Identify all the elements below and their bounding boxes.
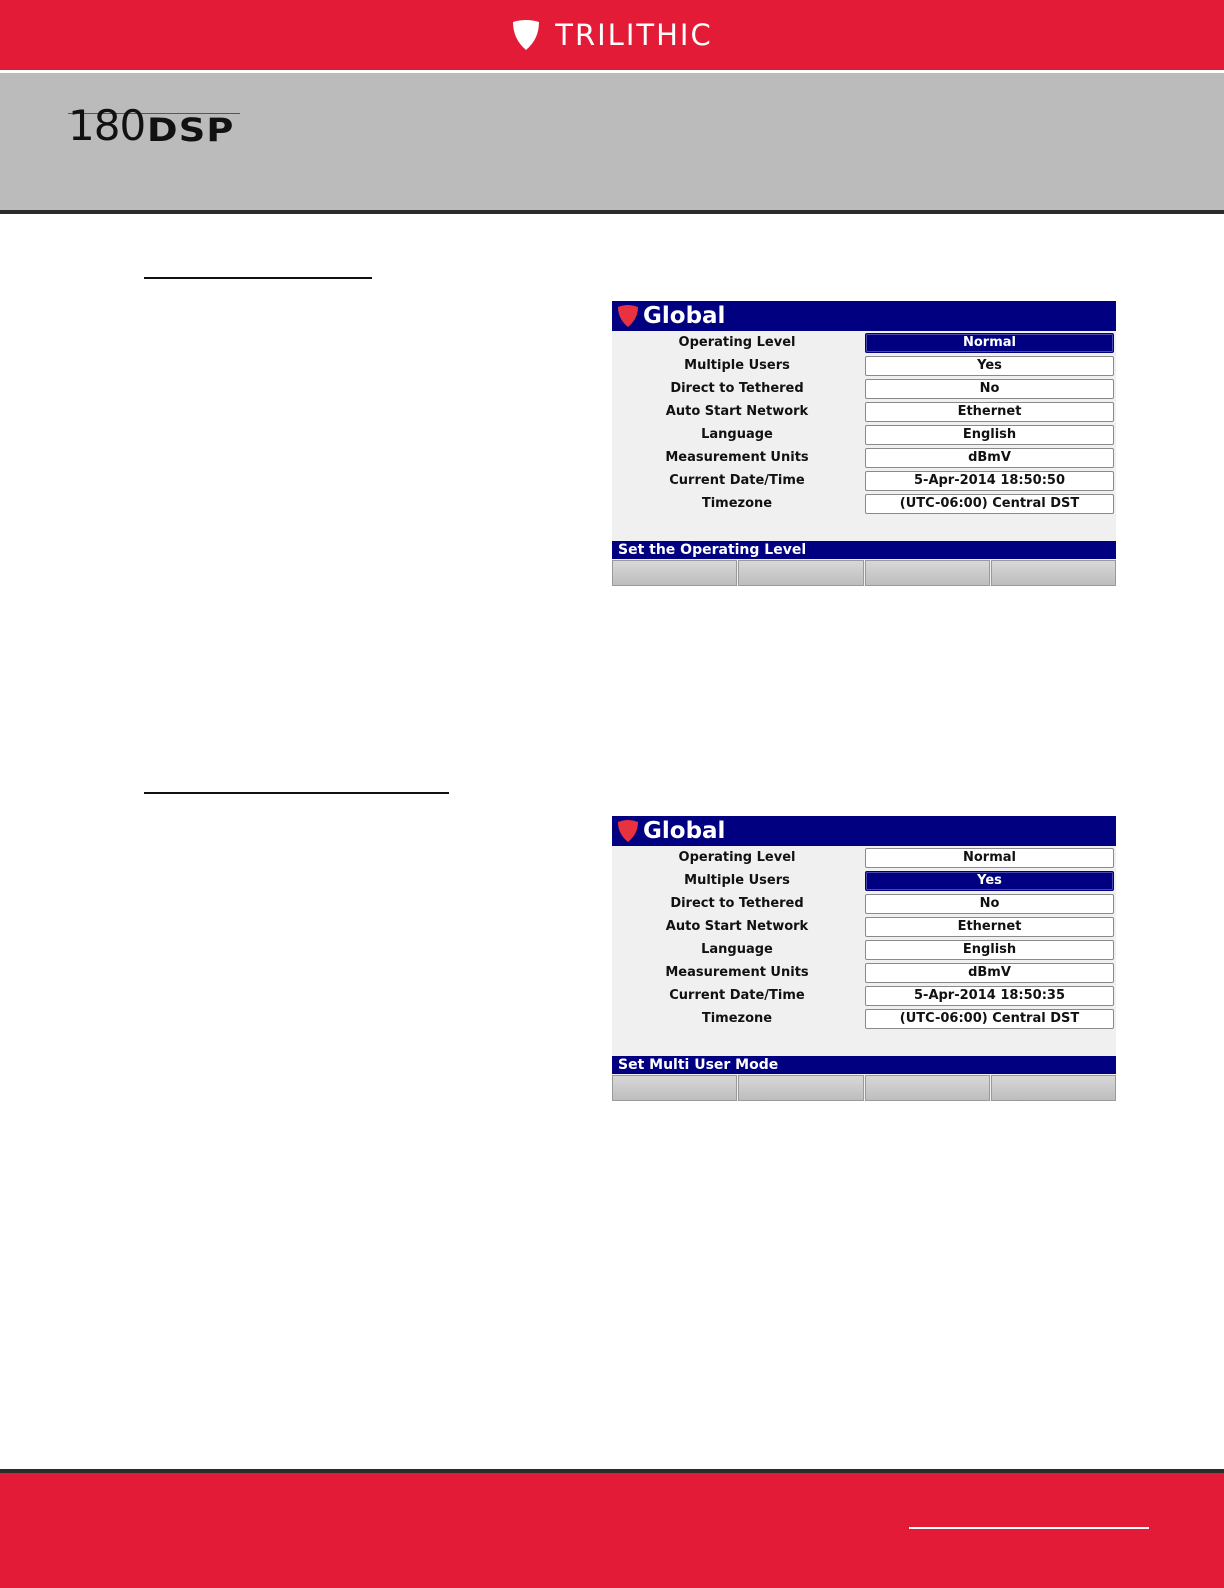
setting-label: Multiple Users: [684, 358, 790, 373]
softkey-4[interactable]: [991, 1075, 1116, 1101]
setting-label: Current Date/Time: [669, 988, 805, 1003]
setting-value-field[interactable]: No: [865, 894, 1114, 914]
shield-icon: [617, 819, 639, 843]
section-heading-rule: [144, 792, 449, 794]
status-message: Set the Operating Level: [612, 541, 1116, 559]
setting-label: Language: [701, 942, 773, 957]
setting-row-timezone[interactable]: [612, 494, 1116, 514]
setting-label: Current Date/Time: [669, 473, 805, 488]
setting-label: Direct to Tethered: [670, 896, 804, 911]
setting-label: Auto Start Network: [665, 404, 809, 419]
setting-row-auto-start-network[interactable]: [612, 917, 1116, 937]
setting-value-field[interactable]: dBmV: [865, 448, 1114, 468]
setting-row-current-date-time[interactable]: [612, 986, 1116, 1006]
setting-row-language[interactable]: [612, 940, 1116, 960]
setting-value-field[interactable]: 5-Apr-2014 18:50:35: [865, 986, 1114, 1006]
softkey-1[interactable]: [612, 560, 737, 586]
setting-row-measurement-units[interactable]: [612, 448, 1116, 468]
setting-row-direct-to-tethered[interactable]: [612, 894, 1116, 914]
screen-title: Global: [643, 303, 726, 329]
softkey-row: [612, 1075, 1116, 1101]
setting-label: Auto Start Network: [665, 919, 809, 934]
setting-row-timezone[interactable]: [612, 1009, 1116, 1029]
setting-label: Measurement Units: [665, 965, 809, 980]
softkey-3[interactable]: [865, 1075, 990, 1101]
setting-value-field[interactable]: (UTC-06:00) Central DST: [865, 1009, 1114, 1029]
setting-row-current-date-time[interactable]: [612, 471, 1116, 491]
screen-title-bar: [612, 816, 1116, 846]
setting-row-measurement-units[interactable]: [612, 963, 1116, 983]
softkey-2[interactable]: [738, 560, 863, 586]
setting-value-field[interactable]: Normal: [865, 333, 1114, 353]
setting-value-field[interactable]: Yes: [865, 871, 1114, 891]
setting-label: Timezone: [701, 496, 773, 511]
product-number: 180: [68, 101, 146, 150]
setting-row-auto-start-network[interactable]: [612, 402, 1116, 422]
setting-row-operating-level[interactable]: [612, 333, 1116, 353]
softkey-1[interactable]: [612, 1075, 737, 1101]
softkey-4[interactable]: [991, 560, 1116, 586]
setting-label: Direct to Tethered: [670, 381, 804, 396]
setting-value-field[interactable]: English: [865, 425, 1114, 445]
setting-row-multiple-users[interactable]: [612, 871, 1116, 891]
setting-value-field[interactable]: dBmV: [865, 963, 1114, 983]
global-settings-screen: [612, 301, 1116, 586]
brand-logo: [0, 0, 1224, 70]
setting-value-field[interactable]: English: [865, 940, 1114, 960]
product-logo: [68, 101, 235, 150]
screen-title: Global: [643, 818, 726, 844]
shield-icon: [617, 304, 639, 328]
setting-value-field[interactable]: Ethernet: [865, 917, 1114, 937]
softkey-3[interactable]: [865, 560, 990, 586]
setting-row-language[interactable]: [612, 425, 1116, 445]
shield-icon: [511, 19, 541, 51]
setting-label: Operating Level: [678, 335, 796, 350]
footer-rule: [909, 1527, 1149, 1529]
setting-value-field[interactable]: No: [865, 379, 1114, 399]
setting-value-field[interactable]: Normal: [865, 848, 1114, 868]
setting-row-operating-level[interactable]: [612, 848, 1116, 868]
setting-value-field[interactable]: Yes: [865, 356, 1114, 376]
setting-value-field[interactable]: (UTC-06:00) Central DST: [865, 494, 1114, 514]
setting-value-field[interactable]: 5-Apr-2014 18:50:50: [865, 471, 1114, 491]
section-heading-rule: [144, 277, 372, 279]
screen-title-bar: [612, 301, 1116, 331]
setting-label: Operating Level: [678, 850, 796, 865]
setting-label: Multiple Users: [684, 873, 790, 888]
setting-row-multiple-users[interactable]: [612, 356, 1116, 376]
softkey-row: [612, 560, 1116, 586]
setting-value-field[interactable]: Ethernet: [865, 402, 1114, 422]
brand-name: TRILITHIC: [555, 18, 713, 52]
product-suffix: DSP: [147, 111, 235, 149]
setting-label: Language: [701, 427, 773, 442]
setting-label: Measurement Units: [665, 450, 809, 465]
setting-row-direct-to-tethered[interactable]: [612, 379, 1116, 399]
softkey-2[interactable]: [738, 1075, 863, 1101]
global-settings-screen: [612, 816, 1116, 1101]
setting-label: Timezone: [701, 1011, 773, 1026]
status-message: Set Multi User Mode: [612, 1056, 1116, 1074]
